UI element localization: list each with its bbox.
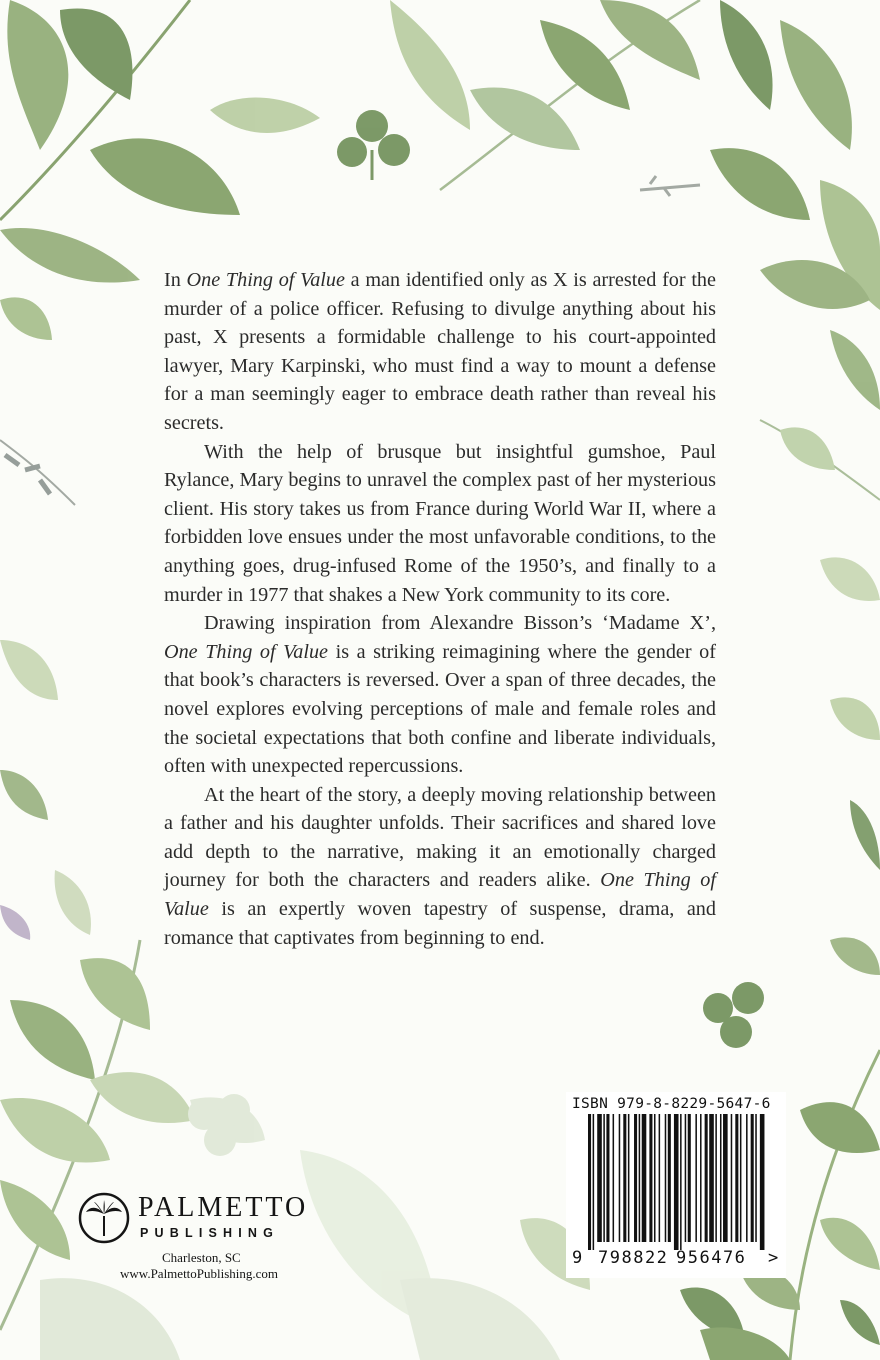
publisher-subtitle: PUBLISHING — [140, 1226, 280, 1240]
barcode-bar — [639, 1114, 641, 1242]
book-title-italic: One Thing of Value — [186, 269, 345, 291]
barcode-bar — [760, 1114, 765, 1250]
book-title-italic: One Thing of Value — [164, 869, 717, 921]
barcode-bar — [623, 1114, 626, 1242]
barcode-bar — [751, 1114, 754, 1242]
barcode-bar — [746, 1114, 748, 1242]
leaf-cluster-bottom-left — [0, 940, 265, 1360]
barcode-bar — [649, 1114, 652, 1242]
blurb-paragraph-3: Drawing inspiration from Alexandre Bisson’s ‘Madame X’, One Thing of Value is a striking reimagining where the gender of that book’s characters is reversed. Over a span of three decades, the novel explores evolving perceptions of male and female roles and the societal expectations that both confine and liberate individuals, often with unexpected repercussions. — [164, 612, 716, 778]
barcode-bar — [740, 1114, 742, 1242]
barcode-bar — [695, 1114, 697, 1242]
barcode-bar — [613, 1114, 615, 1242]
clover-top — [337, 110, 410, 180]
barcode-bar — [685, 1114, 687, 1242]
barcode-bar — [720, 1114, 722, 1242]
barcode-digit-first: 9 — [572, 1248, 583, 1268]
barcode-bar — [688, 1114, 691, 1242]
publisher-website: www.PalmettoPublishing.com — [120, 1266, 279, 1281]
barcode-bar — [619, 1114, 621, 1242]
blurb-paragraph-1: In One Thing of Value a man identified only as X is arrested for the murder of a police officer. Refusing to divulge anything about his past, X presents a formidable challenge to his court-appointed lawyer, Mary Karpinski, who must find a way to mount a defense for a man seemingly eager to embrace death rather than reveal his secrets. — [164, 269, 716, 434]
barcode-bar — [642, 1114, 647, 1242]
leaf-cluster-left — [0, 640, 91, 940]
leaf-cluster-top-right — [390, 0, 880, 310]
barcode-bar — [755, 1114, 757, 1242]
barcode-bar — [588, 1114, 591, 1250]
barcode-bar — [700, 1114, 702, 1242]
barcode-bar — [674, 1114, 679, 1250]
book-title-italic: One Thing of Value — [164, 640, 329, 663]
barcode-bar — [731, 1114, 733, 1242]
barcode-bar — [606, 1114, 609, 1242]
barcode-bar — [593, 1114, 595, 1250]
barcode-quiet-zone-mark: > — [768, 1248, 779, 1268]
palmetto-tree-logo-icon — [78, 1192, 130, 1244]
publisher-name: PALMETTO — [138, 1192, 309, 1223]
barcode-bar — [735, 1114, 738, 1242]
barcode-bar — [723, 1114, 728, 1242]
blurb-paragraph-4: At the heart of the story, a deeply moving relationship between a father and his daughter unfolds. Their sacrifices and shared love add depth to the narrative, making it an emotionally charged journey for both the characters and readers alike. One Thing of Value is an expertly woven tapestry of suspense, drama, and romance that captivates from beginning to end. — [164, 783, 717, 949]
barcode-bar — [680, 1114, 682, 1250]
barcode-digits-right: 956476 — [676, 1248, 747, 1268]
barcode-bar — [715, 1114, 717, 1242]
leaf-cluster-right — [760, 330, 880, 975]
barcode-bar — [603, 1114, 605, 1242]
barcode-bar — [654, 1114, 656, 1242]
barcode-bar — [597, 1114, 602, 1242]
publisher-imprint — [78, 1192, 358, 1282]
barcode-bar — [628, 1114, 630, 1242]
barcode-bar — [659, 1114, 661, 1242]
blurb-paragraph-2: With the help of brusque but insightful gumshoe, Paul Rylance, Mary begins to unravel the complex past of her mysterious client. His story takes us from France during World War II, where a forbidden love ensues under the most unfavorable conditions, to the anything goes, drug-infused Rome of the 1950’s, and finally to a murder in 1977 that shakes a New York community to its core. — [164, 440, 716, 606]
back-cover-blurb — [164, 266, 716, 952]
barcode-bar — [665, 1114, 667, 1242]
barcode-bars — [588, 1114, 766, 1250]
publisher-city: Charleston, SC — [162, 1250, 241, 1265]
barcode-bar — [668, 1114, 671, 1242]
isbn-barcode — [566, 1092, 786, 1278]
clover-right — [703, 982, 764, 1048]
barcode-bar — [705, 1114, 708, 1242]
barcode-bar — [709, 1114, 714, 1242]
isbn-label: ISBN 979-8-8229-5647-6 — [572, 1096, 771, 1112]
barcode-digits-left: 798822 — [598, 1248, 669, 1268]
barcode-bar — [634, 1114, 637, 1242]
